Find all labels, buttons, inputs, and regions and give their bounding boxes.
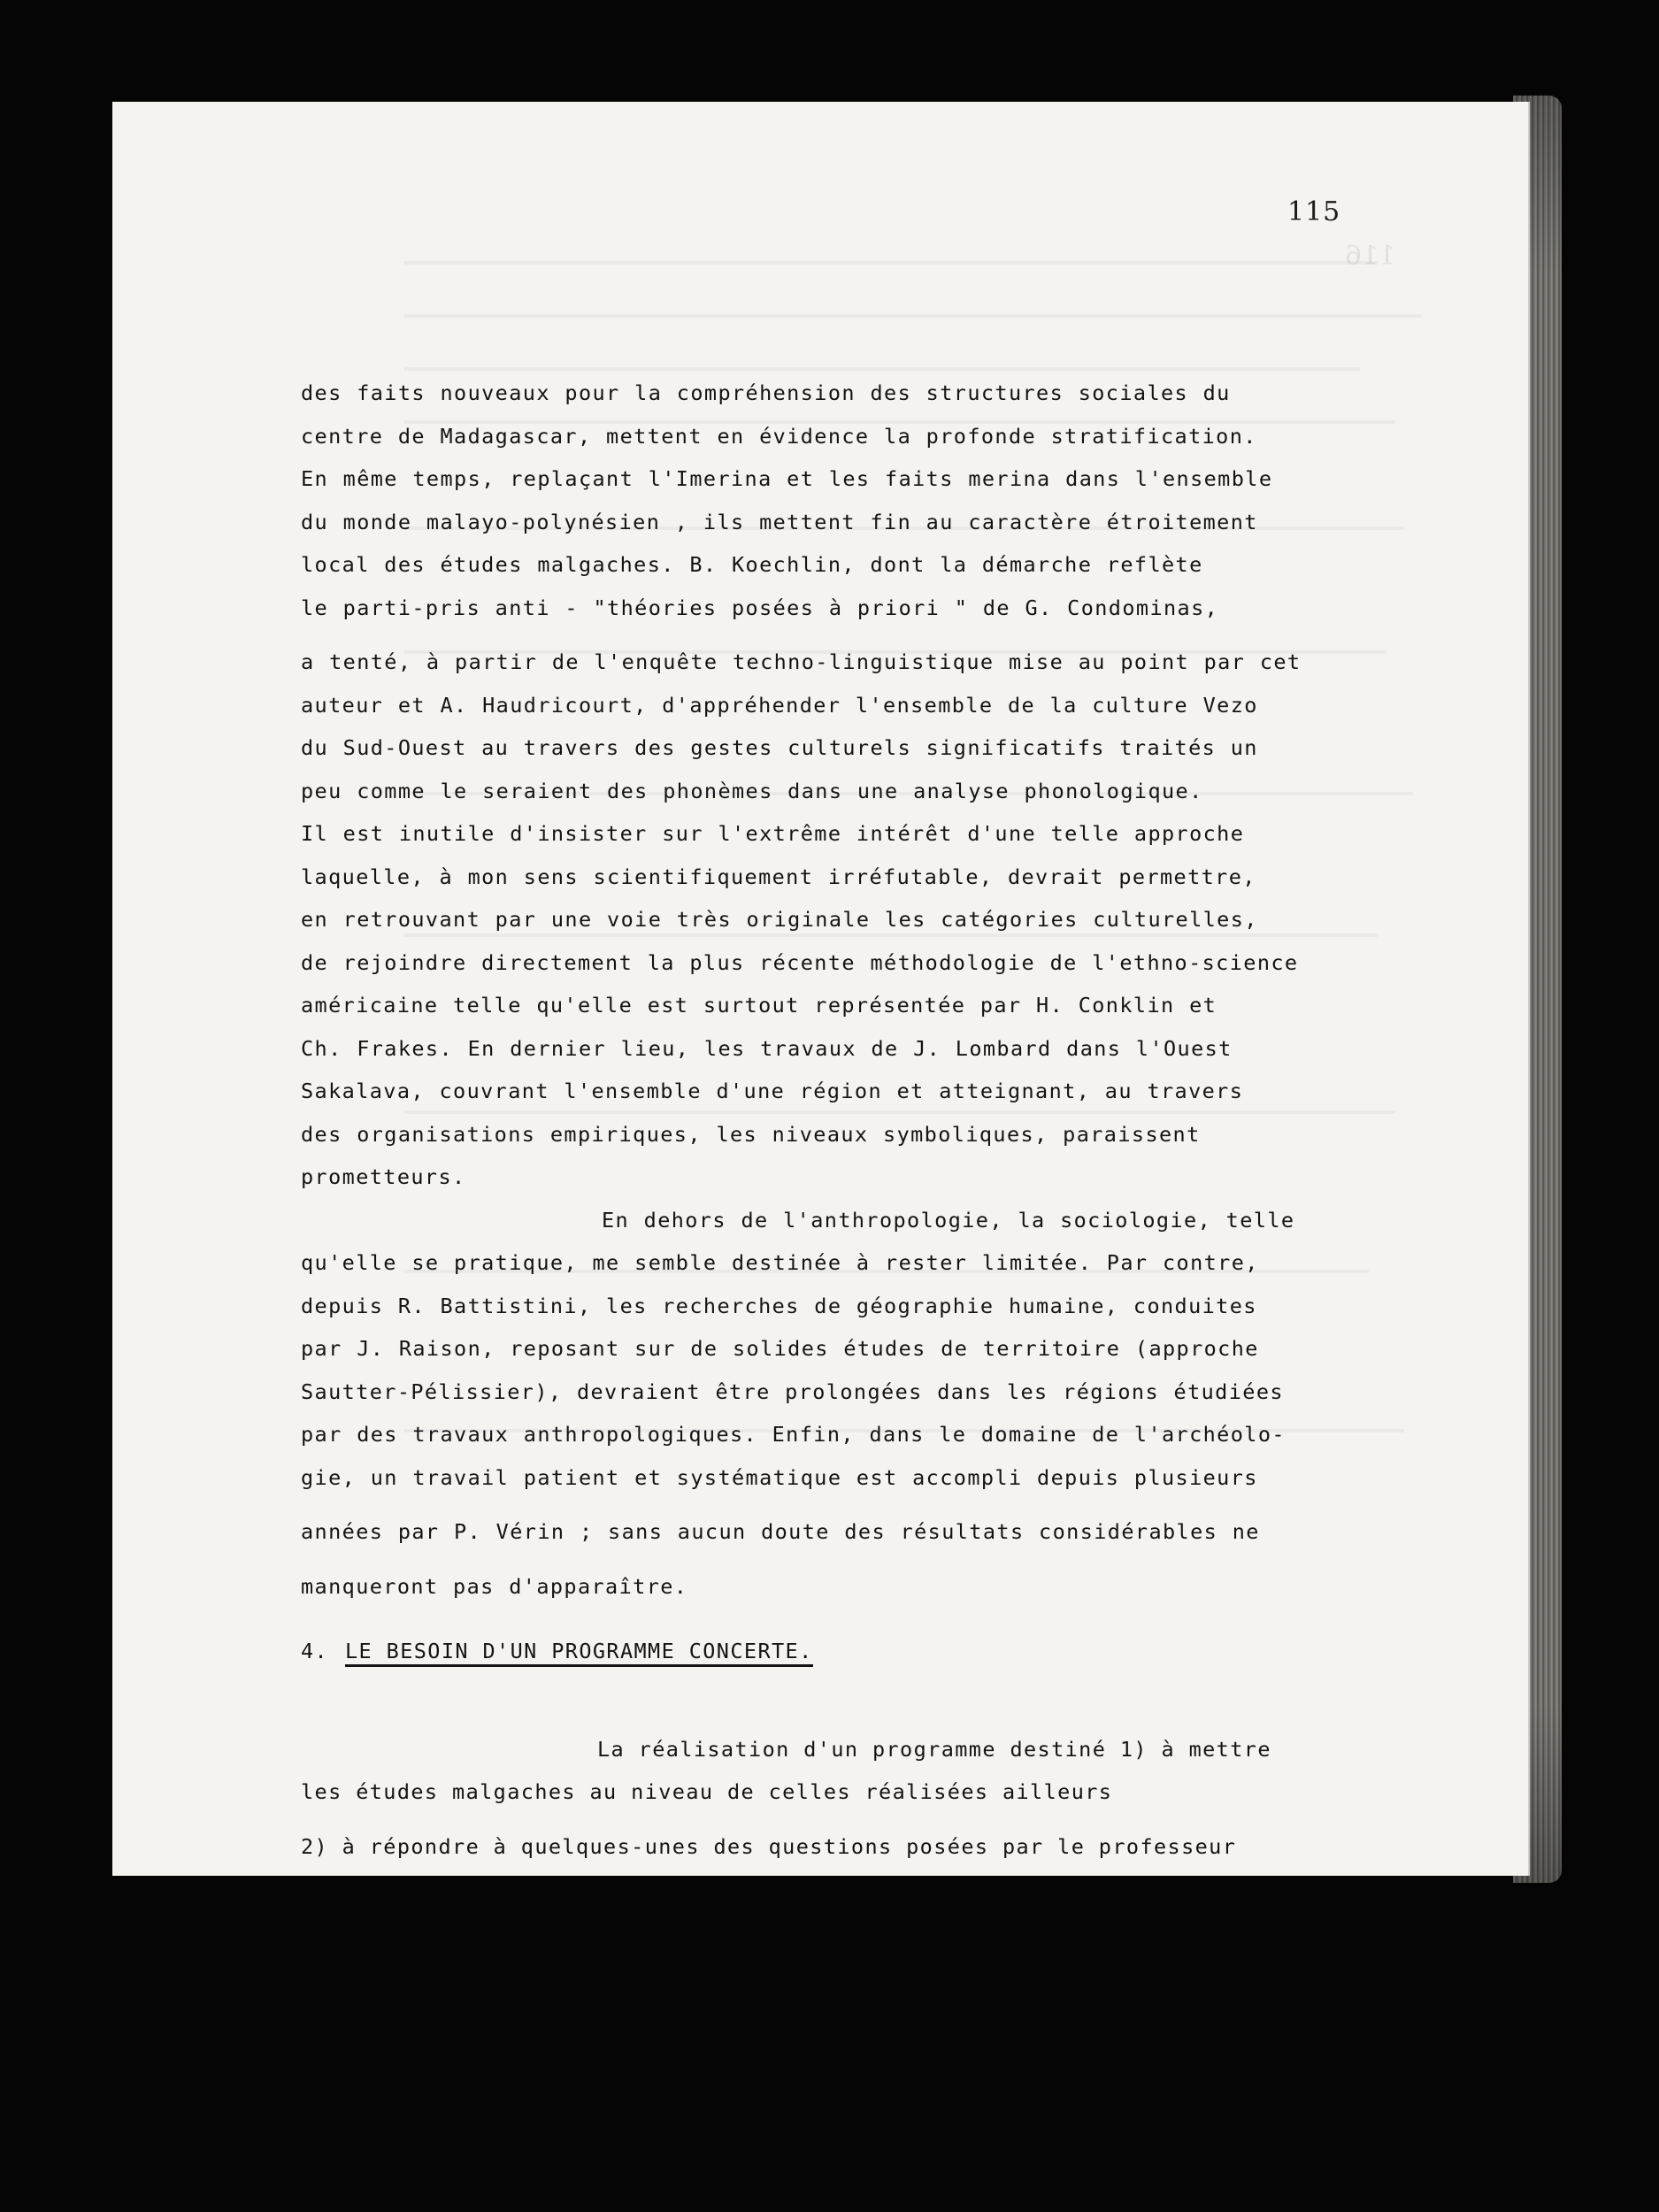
text-line: prometteurs. [301, 1164, 466, 1189]
text-line: 2) à répondre à quelques-unes des questions posées par le professeur [301, 1834, 1237, 1859]
text-line: centre de Madagascar, mettent en évidence la profonde stratification. [301, 423, 1257, 449]
section-number: 4. [301, 1639, 329, 1663]
text-line: La réalisation d'un programme destiné 1) à mettre [597, 1737, 1271, 1762]
text-line: le parti-pris anti - "théories posées à priori " de G. Condominas, [301, 595, 1219, 620]
text-line: par des travaux anthropologiques. Enfin, dans le domaine de l'archéolo- [301, 1422, 1286, 1447]
body-text-continued [301, 1728, 1332, 1868]
text-line: Sakalava, couvrant l'ensemble d'une région et atteignant, au travers [301, 1079, 1244, 1103]
text-line: peu comme le seraient des phonèmes dans une analyse phonologique. [301, 778, 1203, 803]
text-line: américaine telle qu'elle est surtout représentée par H. Conklin et [301, 993, 1217, 1018]
text-line: auteur et A. Haudricourt, d'appréhender l'ensemble de la culture Vezo [301, 692, 1258, 718]
text-line: par J. Raison, reposant sur de solides études de territoire (approche [301, 1336, 1259, 1361]
text-line: du Sud-Ouest au travers des gestes culturels significatifs traités un [301, 735, 1258, 760]
section-title: LE BESOIN D'UN PROGRAMME CONCERTE. [345, 1639, 813, 1667]
text-line: des organisations empiriques, les niveaux symboliques, paraissent [301, 1121, 1201, 1147]
section-heading [301, 1639, 813, 1663]
text-line: a tenté, à partir de l'enquête techno-linguistique mise au point par cet [301, 649, 1302, 674]
text-line: gie, un travail patient et systématique est accompli depuis plusieurs [301, 1464, 1258, 1490]
text-line: années par P. Vérin ; sans aucun doute des résultats considérables ne [301, 1519, 1260, 1544]
text-line: des faits nouveaux pour la compréhension des structures sociales du [301, 380, 1231, 405]
text-line: Il est inutile d'insister sur l'extrême intérêt d'une telle approche [301, 821, 1245, 846]
text-line: En dehors de l'anthropologie, la sociologie, telle [602, 1207, 1295, 1233]
page-number: 115 [1287, 196, 1341, 227]
text-line: manqueront pas d'apparaître. [301, 1573, 688, 1599]
body-text [301, 372, 1332, 1608]
text-line: qu'elle se pratique, me semble destinée à rester limitée. Par contre, [301, 1250, 1259, 1275]
text-line: depuis R. Battistini, les recherches de géographie humaine, conduites [301, 1293, 1257, 1318]
text-line: local des études malgaches. B. Koechlin, dont la démarche reflète [301, 552, 1203, 577]
text-line: laquelle, à mon sens scientifiquement irréfutable, devrait permettre, [301, 864, 1256, 889]
text-line: Ch. Frakes. En dernier lieu, les travaux de J. Lombard dans l'Ouest [301, 1035, 1233, 1061]
bleed-through-page-number: 116 [1345, 241, 1396, 272]
text-line: les études malgaches au niveau de celles réalisées ailleurs [301, 1779, 1113, 1804]
text-line: En même temps, replaçant l'Imerina et les faits merina dans l'ensemble [301, 466, 1273, 491]
text-line: du monde malayo-polynésien , ils mettent fin au caractère étroitement [301, 509, 1258, 534]
text-line: de rejoindre directement la plus récente méthodologie de l'ethno-science [301, 949, 1299, 975]
text-line: Sautter-Pélissier), devraient être prolongées dans les régions étudiées [301, 1379, 1284, 1404]
text-line: en retrouvant par une voie très originale les catégories culturelles, [301, 907, 1258, 932]
